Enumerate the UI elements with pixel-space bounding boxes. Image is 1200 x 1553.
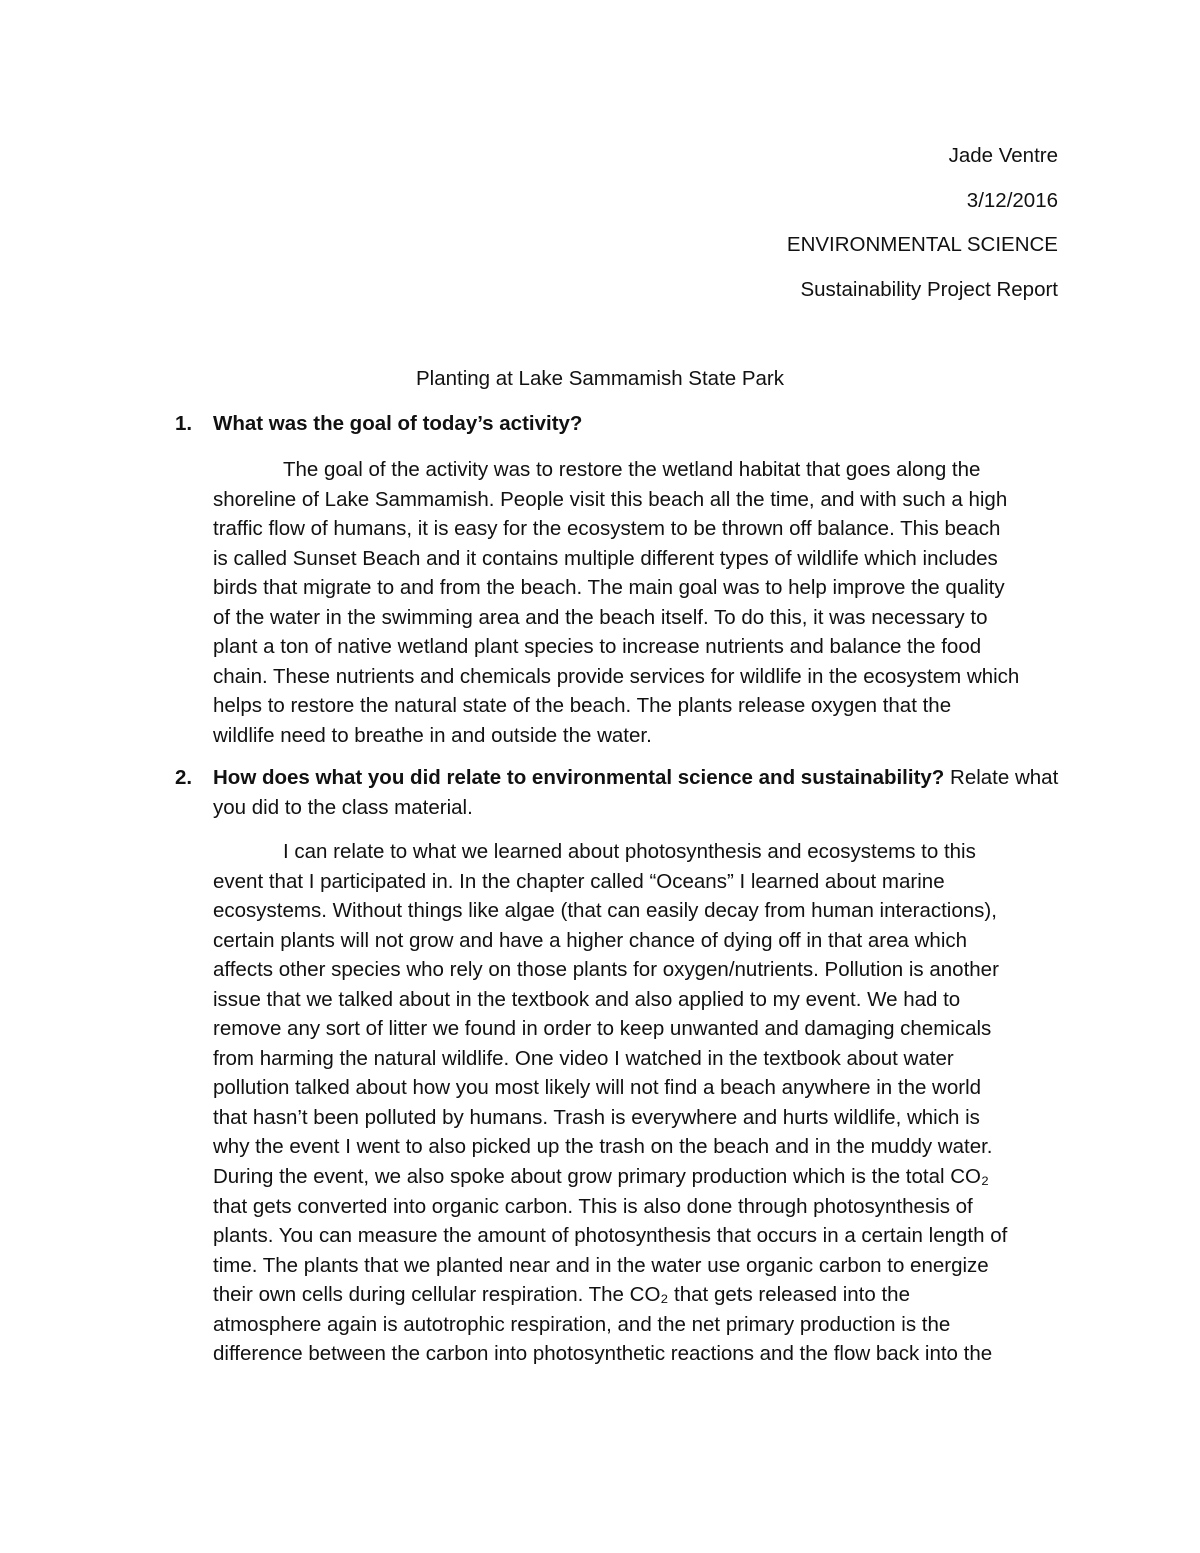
document-header <box>787 142 1058 320</box>
answer-line: their own cells during cellular respiration. The CO₂ that gets released into the <box>213 1283 910 1307</box>
author-name: Jade Ventre <box>948 144 1058 167</box>
question-number: 1. <box>175 412 193 435</box>
course-name: ENVIRONMENTAL SCIENCE <box>786 233 1058 257</box>
question-plain-text: Relate what you did to the class material. <box>213 766 1059 819</box>
answer-line: During the event, we also spoke about grow primary production which is the total CO₂ <box>213 1165 989 1189</box>
answer-line: birds that migrate to and from the beach. The main goal was to help improve the quality <box>213 576 1005 600</box>
answer-line: from harming the natural wildlife. One video I watched in the textbook about water <box>213 1046 954 1070</box>
answer-line: why the event I went to also picked up the trash on the beach and in the muddy water. <box>213 1135 993 1159</box>
answer-line: plants. You can measure the amount of photosynthesis that occurs in a certain length of <box>213 1224 1008 1248</box>
answer-line: of the water in the swimming area and the beach itself. To do this, it was necessary to <box>213 605 988 629</box>
answer-line: traffic flow of humans, it is easy for the ecosystem to be thrown off balance. This beach <box>213 517 1001 541</box>
answer-line: that gets converted into organic carbon. This is also done through photosynthesis of <box>213 1194 973 1218</box>
answer-line: pollution talked about how you most likely will not find a beach anywhere in the world <box>213 1076 982 1100</box>
question-text <box>213 763 1065 822</box>
answer-line: certain plants will not grow and have a higher chance of dying off in that area which <box>213 928 968 952</box>
question-text <box>213 409 1065 439</box>
question-bold-text: What was the goal of today’s activity? <box>213 412 583 435</box>
answer-line: wildlife need to breathe in and outside the water. <box>213 723 652 747</box>
answer-1-paragraph <box>213 455 1061 750</box>
answer-line: event that I participated in. In the chapter called “Oceans” I learned about marine <box>213 869 945 893</box>
answer-line: plant a ton of native wetland plant species to increase nutrients and balance the food <box>213 635 982 659</box>
answer-line: helps to restore the natural state of the beach. The plants release oxygen that the <box>213 694 952 718</box>
answer-2-paragraph <box>213 837 1061 1369</box>
answer-line: is called Sunset Beach and it contains multiple different types of wildlife which includes <box>213 546 998 570</box>
question-1 <box>175 409 1065 439</box>
question-bold-text: How does what you did relate to environmental science and sustainability? <box>213 766 945 789</box>
answer-line: remove any sort of litter we found in order to keep unwanted and damaging chemicals <box>213 1017 992 1041</box>
question-2 <box>175 763 1065 822</box>
question-number: 2. <box>175 766 193 789</box>
answer-line: The goal of the activity was to restore the wetland habitat that goes along the <box>283 458 981 481</box>
answer-line: time. The plants that we planted near and in the water use organic carbon to energize <box>213 1253 989 1277</box>
answer-line: issue that we talked about in the textbook and also applied to my event. We had to <box>213 987 961 1011</box>
answer-line: shoreline of Lake Sammamish. People visit this beach all the time, and with such a high <box>213 487 1008 511</box>
answer-line: atmosphere again is autotrophic respiration, and the net primary production is the <box>213 1312 951 1336</box>
answer-line: ecosystems. Without things like algae (that can easily decay from human interactions), <box>213 899 997 923</box>
document-title: Planting at Lake Sammamish State Park <box>415 367 785 390</box>
report-type: Sustainability Project Report <box>800 277 1058 301</box>
answer-line: difference between the carbon into photosynthetic reactions and the flow back into the <box>213 1342 993 1366</box>
answer-line: I can relate to what we learned about photosynthesis and ecosystems to this <box>283 840 976 863</box>
report-date: 3/12/2016 <box>966 188 1058 212</box>
answer-line: that hasn’t been polluted by humans. Trash is everywhere and hurts wildlife, which is <box>213 1105 980 1129</box>
answer-line: chain. These nutrients and chemicals provide services for wildlife in the ecosystem which <box>213 664 1020 688</box>
answer-line: affects other species who rely on those plants for oxygen/nutrients. Pollution is another <box>213 958 999 982</box>
